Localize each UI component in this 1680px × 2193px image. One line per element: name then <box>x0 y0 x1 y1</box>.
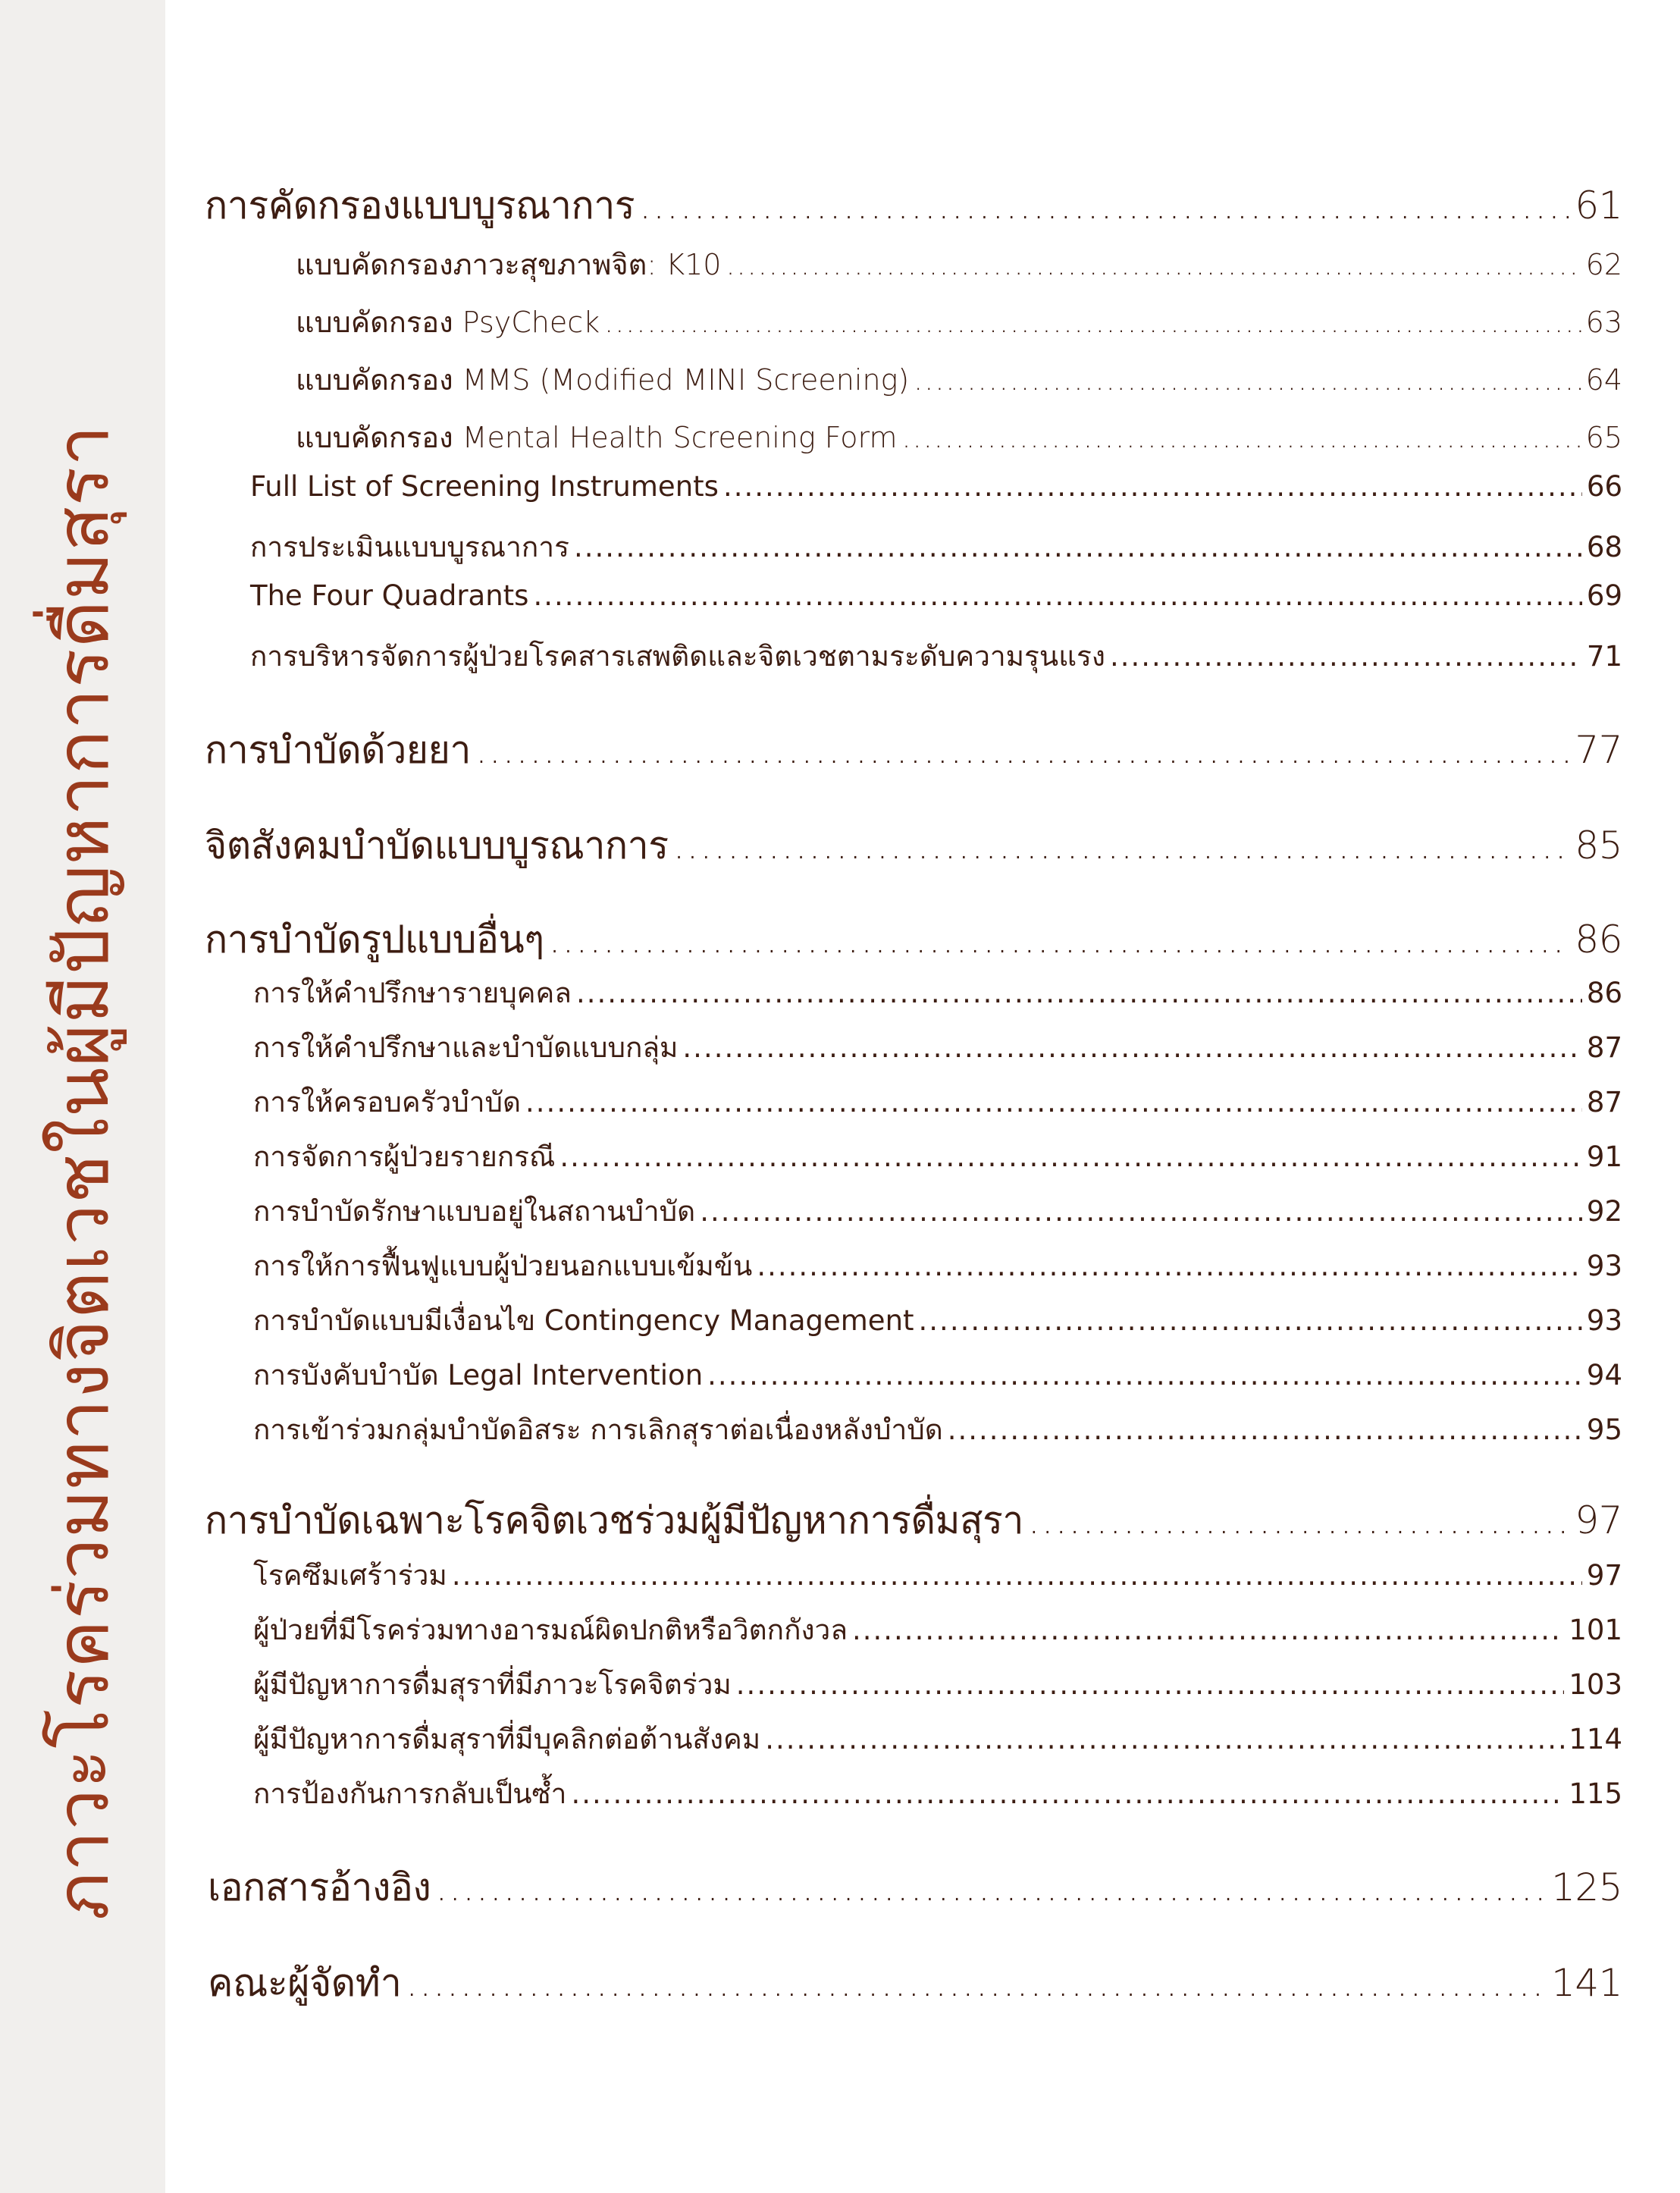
toc-entry[interactable] <box>253 1134 1622 1179</box>
toc-entry-page: 93 <box>1586 1250 1622 1282</box>
toc-entry-label: การบังคับบำบัด Legal Intervention <box>253 1359 704 1391</box>
toc-dot-leader <box>604 306 1581 339</box>
toc-dot-leader <box>559 1140 1582 1173</box>
toc-dot-leader <box>406 1961 1547 2005</box>
toc-entry-label: แบบคัดกรอง Mental Health Screening Form <box>296 421 898 454</box>
toc-dot-leader <box>533 579 1581 612</box>
toc-entry-page: 103 <box>1569 1668 1622 1701</box>
toc-dot-leader <box>435 1865 1547 1909</box>
toc-entry-page: 64 <box>1585 363 1622 397</box>
toc-entry-label: การบริหารจัดการผู้ป่วยโรคสารเสพติดและจิตเวชตามระดับความรุนแรง <box>250 640 1105 673</box>
toc-entry-page: 141 <box>1551 1961 1622 2005</box>
toc-dot-leader <box>549 918 1571 962</box>
toc-entry[interactable] <box>208 1953 1622 2013</box>
toc-entry[interactable] <box>205 1491 1622 1551</box>
toc-entry[interactable] <box>253 1080 1622 1125</box>
toc-entry[interactable] <box>205 720 1622 780</box>
toc-dot-leader <box>919 1304 1582 1337</box>
toc-entry[interactable] <box>296 241 1622 287</box>
toc-entry-page: 77 <box>1575 728 1622 772</box>
toc-entry-page: 71 <box>1586 640 1622 673</box>
toc-entry-page: 66 <box>1586 470 1622 503</box>
toc-entry[interactable] <box>205 176 1622 236</box>
toc-dot-leader <box>757 1250 1582 1282</box>
toc-dot-leader <box>948 1413 1582 1446</box>
toc-entry-label: การบำบัดรูปแบบอื่นๆ <box>205 918 544 962</box>
toc-entry[interactable] <box>250 525 1622 569</box>
toc-entry-page: 93 <box>1586 1304 1622 1337</box>
toc-entry-label: การบำบัดรักษาแบบอยู่ในสถานบำบัด <box>253 1195 696 1228</box>
toc-entry-label: The Four Quadrants <box>250 579 529 612</box>
toc-dot-leader <box>1028 1498 1570 1542</box>
toc-entry-label: การเข้าร่วมกลุ่มบำบัดอิสระ การเลิกสุราต่อเนื่องหลังบำบัด <box>253 1413 943 1446</box>
toc-entry[interactable] <box>253 1771 1622 1816</box>
toc-entry-label: แบบคัดกรอง PsyCheck <box>296 306 600 339</box>
toc-dot-leader <box>576 977 1582 1009</box>
toc-dot-leader <box>475 728 1570 772</box>
toc-entry[interactable] <box>253 1244 1622 1288</box>
toc-entry-label: การคัดกรองแบบบูรณาการ <box>205 184 635 227</box>
toc-entry-page: 63 <box>1585 306 1622 339</box>
toc-entry-label: การบำบัดด้วยยา <box>205 728 471 772</box>
toc-entry[interactable] <box>253 1407 1622 1452</box>
toc-dot-leader <box>682 1031 1581 1064</box>
toc-entry[interactable] <box>253 1353 1622 1398</box>
toc-dot-leader <box>700 1195 1582 1228</box>
toc-dot-leader <box>707 1359 1582 1391</box>
toc-entry[interactable] <box>205 816 1622 876</box>
toc-entry-page: 86 <box>1586 977 1622 1009</box>
toc-entry-page: 94 <box>1586 1359 1622 1391</box>
toc-dot-leader <box>571 1777 1564 1810</box>
toc-entry-page: 97 <box>1575 1498 1622 1542</box>
toc-entry[interactable] <box>296 299 1622 345</box>
toc-entry[interactable] <box>205 910 1622 970</box>
side-title: ภาวะโรคร่วมทางจิตเวชในผู้มีปัญหาการดื่มสุรา <box>40 424 125 1921</box>
toc-entry[interactable] <box>253 1608 1622 1652</box>
toc-entry-label: เอกสารอ้างอิง <box>208 1865 431 1909</box>
toc-entry-page: 61 <box>1575 184 1622 227</box>
toc-dot-leader <box>902 421 1581 454</box>
toc-entry-label: การให้การฟื้นฟูแบบผู้ป่วยนอกแบบเข้มข้น <box>253 1250 753 1282</box>
toc-entry-page: 95 <box>1586 1413 1622 1446</box>
toc-entry[interactable] <box>253 1298 1622 1343</box>
toc-entry-page: 85 <box>1575 824 1622 867</box>
toc-entry-page: 115 <box>1569 1777 1622 1810</box>
toc-entry-label: ผู้มีปัญหาการดื่มสุราที่มีบุคลิกต่อต้านสังคม <box>253 1723 761 1755</box>
toc-dot-leader <box>673 824 1571 867</box>
toc-entry-page: 62 <box>1585 248 1622 281</box>
toc-entry-label: คณะผู้จัดทำ <box>208 1961 402 2005</box>
toc-entry[interactable] <box>253 971 1622 1015</box>
toc-entry-page: 97 <box>1586 1559 1622 1592</box>
toc-entry-page: 101 <box>1569 1614 1622 1646</box>
toc-dot-leader <box>736 1668 1565 1701</box>
toc-dot-leader <box>639 184 1570 227</box>
toc-entry-page: 114 <box>1569 1723 1622 1755</box>
toc-dot-leader <box>852 1614 1564 1646</box>
toc-entry[interactable] <box>253 1025 1622 1070</box>
toc-dot-leader <box>525 1086 1582 1118</box>
toc-dot-leader <box>765 1723 1564 1755</box>
toc-entry-label: การให้คำปรึกษาและบำบัดแบบกลุ่ม <box>253 1031 679 1064</box>
toc-entry[interactable] <box>250 470 1622 503</box>
toc-entry-label: การป้องกันการกลับเป็นซ้ำ <box>253 1777 567 1810</box>
toc-entry-page: 69 <box>1586 579 1622 612</box>
toc-entry-label: การบำบัดเฉพาะโรคจิตเวชร่วมผู้มีปัญหาการดื่มสุรา <box>205 1498 1023 1542</box>
toc-entry-label: ผู้ป่วยที่มีโรคร่วมทางอารมณ์ผิดปกติหรือวิตกกังวล <box>253 1614 848 1646</box>
toc-entry-label: แบบคัดกรอง MMS (Modified MINI Screening) <box>296 363 910 397</box>
toc-entry[interactable] <box>250 634 1622 679</box>
toc-entry-page: 65 <box>1585 421 1622 454</box>
toc-dot-leader <box>574 531 1582 563</box>
toc-dot-leader <box>452 1559 1582 1592</box>
toc-entry[interactable] <box>253 1662 1622 1707</box>
toc-entry-page: 86 <box>1575 918 1622 962</box>
toc-entry-label: จิตสังคมบำบัดแบบบูรณาการ <box>205 824 669 867</box>
toc-entry-label: ผู้มีปัญหาการดื่มสุราที่มีภาวะโรคจิตร่วม <box>253 1668 732 1701</box>
toc-entry[interactable] <box>253 1553 1622 1598</box>
toc-entry-label: การบำบัดแบบมีเงื่อนไข Contingency Management <box>253 1304 914 1337</box>
toc-dot-leader <box>726 248 1581 281</box>
toc-entry-page: 87 <box>1586 1031 1622 1064</box>
toc-entry[interactable] <box>253 1717 1622 1762</box>
toc-entry[interactable] <box>296 356 1622 403</box>
toc-entry-page: 87 <box>1586 1086 1622 1118</box>
toc-entry-label: การจัดการผู้ป่วยรายกรณี <box>253 1140 556 1173</box>
toc-entry-label: การให้คำปรึกษารายบุคคล <box>253 977 572 1009</box>
toc-entry-label: การให้ครอบครัวบำบัด <box>253 1086 522 1118</box>
toc-entry-label: Full List of Screening Instruments <box>250 470 719 503</box>
toc-entry-label: โรคซึมเศร้าร่วม <box>253 1559 447 1592</box>
toc-entry[interactable] <box>250 579 1622 612</box>
toc-entry-label: การประเมินแบบบูรณาการ <box>250 531 569 563</box>
toc-entry-page: 68 <box>1586 531 1622 563</box>
toc-entry[interactable] <box>208 1858 1622 1918</box>
toc-dot-leader <box>914 363 1581 397</box>
toc-dot-leader <box>1110 640 1582 673</box>
toc-entry-page: 91 <box>1586 1140 1622 1173</box>
toc-dot-leader <box>723 470 1582 503</box>
toc-entry-page: 92 <box>1586 1195 1622 1228</box>
toc-entry-page: 125 <box>1551 1865 1622 1909</box>
toc-entry[interactable] <box>253 1189 1622 1234</box>
toc-entry-label: แบบคัดกรองภาวะสุขภาพจิต: K10 <box>296 248 722 281</box>
toc-entry[interactable] <box>296 414 1622 460</box>
